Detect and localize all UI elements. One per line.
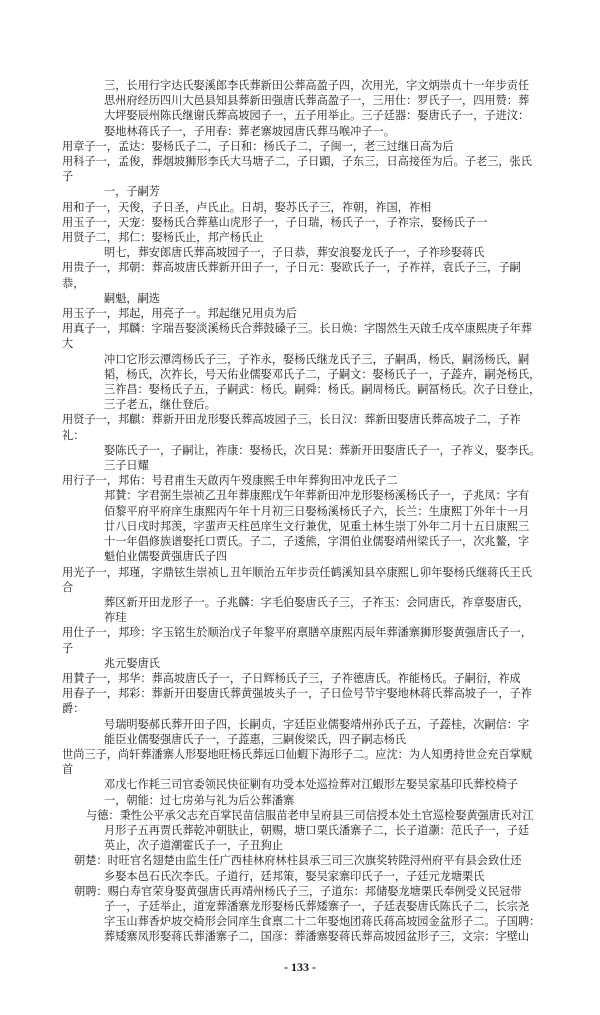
- text-line: 廿八日戌时邦羡，字蜚声天柱邑庠生文行兼优，见重土林生崇丁外年二月十五日康熙三: [104, 519, 530, 533]
- text-line: 用贤子一，邦麒：葬新开田龙形娶氏葬高坡园子三，长日汉：葬新田娶唐氏葬高坡子二，子祚礼：: [62, 413, 521, 442]
- text-line: 用仕子一，邦珍：字玉铭生於顺治戊子年黎平府禀膳卒康熙丙辰年葬潘寨狮形娶黄强唐氏子一，子: [62, 626, 532, 655]
- text-line: 字玉山葬香炉坡交椅形会同庠生食禀二十二年娶炮团蒋氏蒋高坡园金盆形子二。子国聘：: [104, 915, 541, 929]
- text-line: 用章子一，孟达：娶杨氏子二，子日和：杨氏子二，子闽一，老三过继日高为后: [62, 139, 454, 153]
- genealogy-entry-yonggui: [62, 260, 542, 306]
- text-line: 十一年倡修族谱娶托口贾氏。子二，子逶熊，字渭伯业儒娶靖州梁氏子一，次兆鳌，字: [104, 535, 530, 549]
- genealogy-entry-yongxian-1: [62, 230, 542, 245]
- genealogy-entry-mingqi: [62, 245, 542, 260]
- text-line: 用行子一，邦佑：号君甫生天啟丙午歿康熙壬申年葬狗田冲龙氏子二: [62, 474, 398, 488]
- text-line: 佰黎平府平府庠生康熙丙午年十月初三日娶杨溪杨氏子六，长兰：生康熙丁外年十一月: [104, 504, 530, 518]
- text-line: 思州府经历四川大邑县知县葬新田强唐氏葬高盈子一，三用仕：罗氏子一，四用赞：葬: [104, 94, 530, 108]
- text-line: 子一，子廷举止，道宠葬潘寨龙形娶杨氏葬矮寨子一，子廷表娶唐氏陈氏子二，长宗尧: [104, 899, 530, 913]
- text-line: 魁伯业儒娶黄强唐氏子四: [104, 550, 228, 564]
- text-line: 号瑞明娶郝氏葬开田子四，长嗣贞，字廷臣业儒娶靖州孙氏子五，子蕋桂，次嗣信：字: [104, 717, 530, 731]
- text-line: 乡娶本邑石氏次李氏。子道行，廷邦策，娶吴家寨印氏子一，子廷元龙塘栗氏: [104, 869, 485, 883]
- genealogy-entry-bangzan: [62, 488, 542, 564]
- text-line: 能臣业儒娶强唐氏子一，子蕋惠，三嗣俊梁氏，四子嗣志杨氏: [104, 732, 407, 746]
- genealogy-entry-yonghe: [62, 200, 542, 215]
- text-line: 用春子一，邦彩：葬新开田娶唐氏葬黄强坡头子一，子日俭号节宇娶地林蒋氏葬高坡子一，子祚爵：: [62, 687, 532, 716]
- genealogy-entry-continuation-top: [62, 78, 542, 139]
- genealogy-entry-yongke: [62, 154, 542, 200]
- text-line: 三子日耀: [104, 459, 149, 473]
- genealogy-entry-yongzhen: [62, 321, 542, 412]
- text-line: 娶陈氏子一，子嗣让，祚康：娶杨氏，次日晃：葬新开田娶唐氏子一，子祚义，娶李氏。: [104, 443, 541, 457]
- genealogy-entry-yongyu-2: [62, 306, 542, 321]
- genealogy-entry-yongguang: [62, 565, 542, 626]
- text-line: 韬，杨氏，次祚长，号天佑业儒娶邓氏子二，子嗣文：娶杨氏子一，子蕋卉，嗣尧杨氏，: [104, 367, 541, 381]
- text-line: 嗣魁，嗣选: [104, 291, 160, 305]
- text-line: 朝楚：时旺官名翅楚由监生任广西桂林府林柱县承三司三次旗奖转陞浔州府平有县会致仕还: [74, 854, 522, 868]
- genealogy-entry-shishang: [62, 747, 542, 808]
- genealogy-entry-yude: [62, 808, 542, 854]
- text-line: 兆元娶唐氏: [104, 656, 160, 670]
- text-line: 一，子嗣芳: [104, 185, 160, 199]
- genealogy-entry-chaochu: [62, 853, 542, 883]
- text-line: 用玉子一，邦起，用亮子一。邦起继兄用贞为后: [62, 307, 297, 321]
- text-line: 明七，葬安郎唐氏葬高坡园子一，子日恭，葬安浪娶龙氏子一，子祚珍娶蒋氏: [104, 246, 485, 260]
- genealogy-entry-yongyu-1: [62, 215, 542, 230]
- text-line: 三，长用行字达氏娶溪郎李氏葬新田公葬高盈子四，次用光，字文炳崇贞十一年步贡任: [104, 79, 530, 92]
- genealogy-entry-yongchun: [62, 686, 542, 747]
- page-number: - 133 -: [284, 959, 316, 974]
- text-line: 用玉子一，天宠：娶杨氏合葬墓山虎形子一，子日瑞，杨氏子一，子祚宗，娶杨氏子一: [62, 215, 488, 229]
- text-line: 月形子五再贾氏葬乾冲朝肤止，朝赐，塘口栗氏潘寨子二，长子道灏：范氏子一，子廷: [104, 823, 530, 837]
- text-line: 用贵子一，邦朝：葬高坡唐氏葬新开田子一，子日元：娶欧氏子一，子祚祥，袁氏子三，子嗣恭，: [62, 261, 521, 290]
- text-line: 葬矮寨凤形娶蒋氏葬潘寨子二，国彦：葬潘寨娶蒋氏葬高坡园盆形子三，文宗：字壁山: [104, 930, 530, 944]
- text-line: 娶地林蒋氏子一，子用春：葬老寨坡园唐氏葬马喉冲子一。: [104, 124, 395, 138]
- text-line: 用真子一，邦麟：字瑞吾娶淡溪杨氏合葬鼓磉子三。长日焕：字閤然生天啟壬戌卒康熙庚子年葬大: [62, 322, 532, 351]
- text-line: 邓戊七作耗三司官委领民快征剿有功受本处巡捡葬对江蝦形左娶吴家基印氏葬校椅子: [104, 778, 518, 792]
- text-line: 祚珪: [104, 611, 127, 625]
- genealogy-text-body: [62, 78, 542, 945]
- text-line: 三子老五，继仕登后。: [104, 398, 216, 412]
- text-line: 冲口它形云潭湾杨氏子三，子祚永，娶杨氏继龙氏子三，子嗣禹，杨氏，嗣汤杨氏，嗣: [104, 352, 530, 366]
- text-line: 用和子一，天俊，子日圣，卢氏止。日胡，娶苏氏子三，祚朝，祚国，祚相: [62, 200, 432, 214]
- text-line: 邦賛：字君弼生崇祯乙丑年葬康熙戊午年葬新田冲龙形娶杨溪杨氏子一，子兆凤：字有: [104, 489, 530, 503]
- text-line: 英止，次子道潮霍氏子一，子丑狗止: [104, 839, 284, 853]
- genealogy-entry-yongzhang: [62, 139, 542, 154]
- text-line: 三祚昌：娶杨氏子五，子嗣武：杨氏。嗣舜：杨氏。嗣周杨氏。嗣冨杨氏。次子日登止，: [104, 383, 541, 397]
- genealogy-entry-yongshi: [62, 625, 542, 671]
- text-line: 葬区新开田龙形子一。子兆麟：字毛伯娶唐氏子三，子祚玉：会同唐氏，祚章娶唐氏，: [104, 595, 530, 609]
- genealogy-entry-chaopin: [62, 884, 542, 945]
- text-line: 用科子一，孟俊，葬烟坡狮形李氏大马塘子二，子日顕，子东三，日高接侄为后。子老三，张氏子: [62, 155, 532, 184]
- genealogy-entry-yongxing: [62, 473, 542, 488]
- text-line: 大坪娶辰州陈氏继谢氏葬高坡园子一，五子用举止。三子廷器：娶唐氏子一，子进汶：: [104, 109, 530, 123]
- text-line: 用贤子二，邦仁：娶杨氏止，邦产杨氏止: [62, 231, 264, 245]
- text-line: 用光子一，邦瑾，字鼎铉生崇祯乚丑年顺治五年步贡任鹤溪知县卒康熙乚卯年娶杨氏继蒋氏王氏合: [62, 565, 532, 594]
- genealogy-entry-yongxian-2: [62, 412, 542, 473]
- text-line: 朝聘：赐白寿官荣身娶黄强唐氏再靖州杨氏子三，子道东：邦储娶龙塘栗氏奉例受义民冠带: [74, 884, 522, 898]
- text-line: 用賛子一，邦华：葬高坡唐氏子一，子日辉杨氏子三，子祚德唐氏。祚能杨氏。子嗣衍，祚成: [62, 671, 521, 685]
- genealogy-entry-yongzan: [62, 671, 542, 686]
- text-line: 一，朝能：过七房弟与礼为后公葬潘寨: [104, 793, 295, 807]
- text-line: 与德：秉性公平承父志充百掌民苗信服苗老申呈府县三司信授本处土官巡检娶黄强唐氏对江: [86, 808, 534, 822]
- text-line: 世尚三子，尚轩葬潘寨人形娶地旺杨氏葬远口仙蝦下海形子二。应沈：为人知勇持世佥充百掌赋首: [62, 747, 532, 777]
